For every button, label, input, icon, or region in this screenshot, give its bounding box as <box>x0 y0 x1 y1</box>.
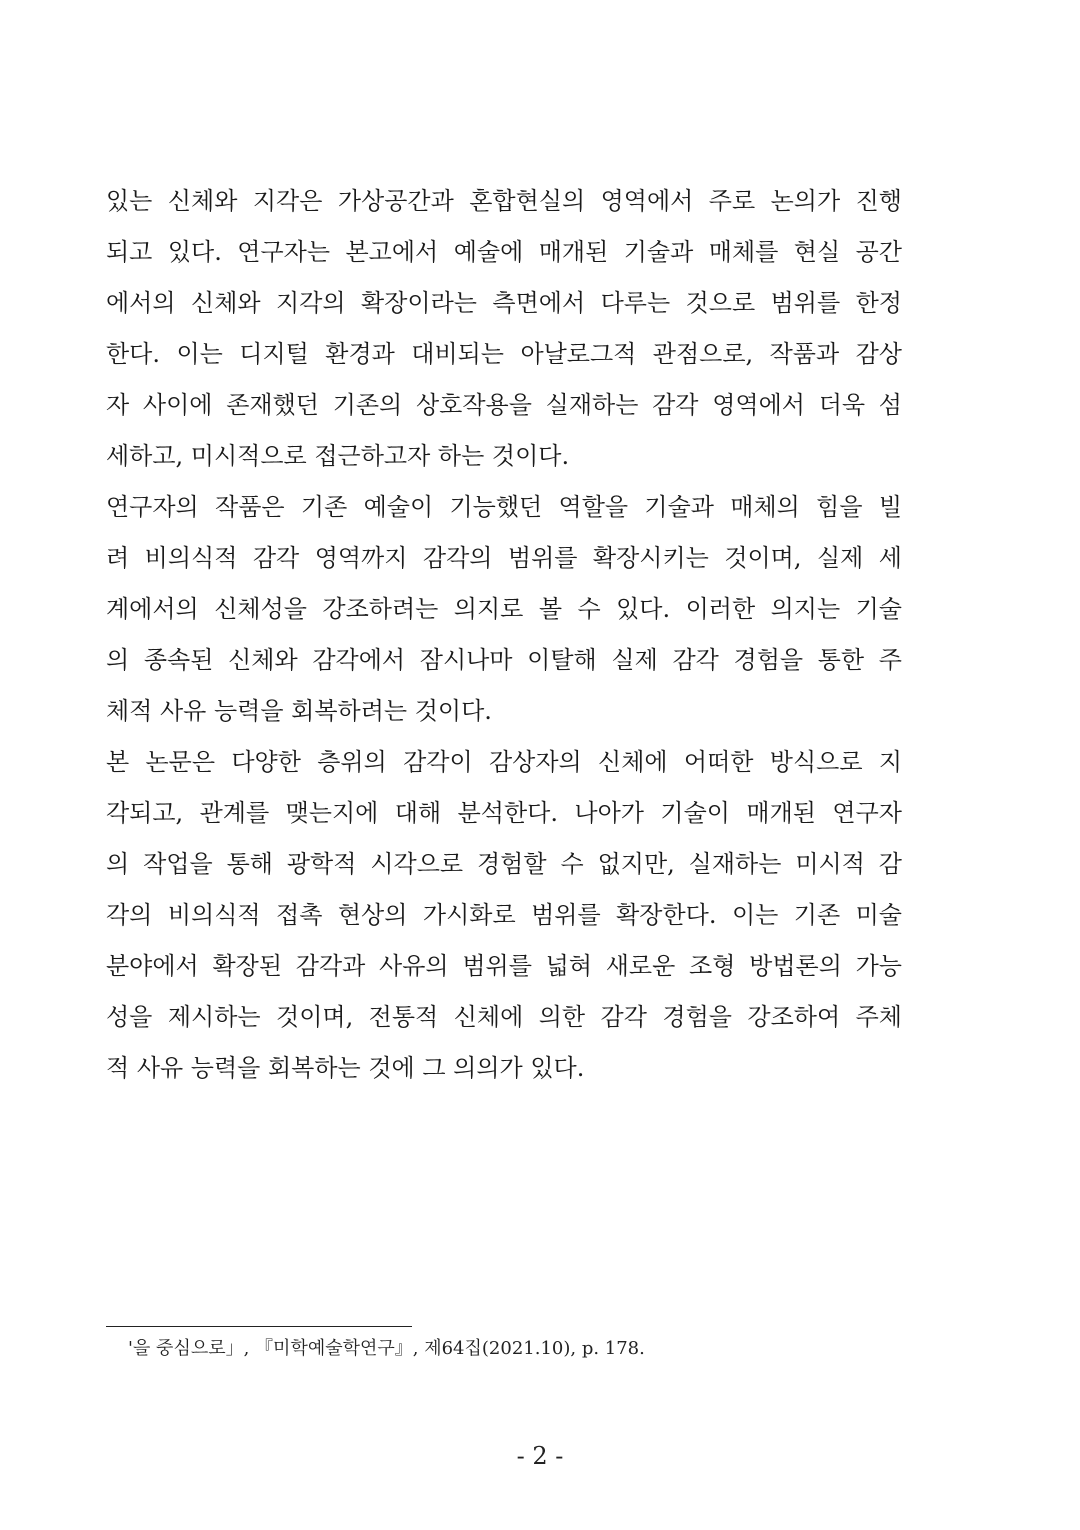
text-line: 각되고, 관계를 맺는지에 대해 분석한다. 나아가 기술이 매개된 연구자 <box>106 799 902 827</box>
text-line: 적 사유 능력을 회복하는 것에 그 의의가 있다. <box>106 1054 585 1082</box>
text-line: 있는 신체와 지각은 가상공간과 혼합현실의 영역에서 주로 논의가 진행 <box>106 187 902 215</box>
footnote-divider <box>106 1326 412 1327</box>
text-line: 분야에서 확장된 감각과 사유의 범위를 넓혀 새로운 조형 방법론의 가능 <box>106 952 902 980</box>
text-line: 각의 비의식적 접촉 현상의 가시화로 범위를 확장한다. 이는 기존 미술 <box>106 901 902 929</box>
text-line: 에서의 신체와 지각의 확장이라는 측면에서 다루는 것으로 범위를 한정 <box>106 289 902 317</box>
text-line: 체적 사유 능력을 회복하려는 것이다. <box>106 697 492 725</box>
body-text <box>106 176 902 1094</box>
text-line: 의 작업을 통해 광학적 시각으로 경험할 수 없지만, 실재하는 미시적 감 <box>106 850 902 878</box>
paragraph-2 <box>106 482 902 737</box>
text-line: 자 사이에 존재했던 기존의 상호작용을 실재하는 감각 영역에서 더욱 섬 <box>106 391 902 419</box>
text-line: 연구자의 작품은 기존 예술이 기능했던 역할을 기술과 매체의 힘을 빌 <box>106 493 902 521</box>
text-line: 세하고, 미시적으로 접근하고자 하는 것이다. <box>106 442 570 470</box>
page-number: - 2 - <box>516 1442 564 1470</box>
text-line: 려 비의식적 감각 영역까지 감각의 범위를 확장시키는 것이며, 실제 세 <box>106 544 902 572</box>
text-line: 의 종속된 신체와 감각에서 잠시나마 이탈해 실제 감각 경험을 통한 주 <box>106 646 902 674</box>
text-line: 계에서의 신체성을 강조하려는 의지로 볼 수 있다. 이러한 의지는 기술 <box>106 595 902 623</box>
text-line: 되고 있다. 연구자는 본고에서 예술에 매개된 기술과 매체를 현실 공간 <box>106 238 902 266</box>
paragraph-3 <box>106 737 902 1094</box>
text-line: 본 논문은 다양한 층위의 감각이 감상자의 신체에 어떠한 방식으로 지 <box>106 748 902 776</box>
paragraph-1 <box>106 176 902 482</box>
text-line: 성을 제시하는 것이며, 전통적 신체에 의한 감각 경험을 강조하여 주체 <box>106 1003 902 1031</box>
footnote: '을 중심으로」, 『미학예술학연구』, 제64집(2021.10), p. 178. <box>128 1338 645 1359</box>
text-line: 한다. 이는 디지털 환경과 대비되는 아날로그적 관점으로, 작품과 감상 <box>106 340 902 368</box>
